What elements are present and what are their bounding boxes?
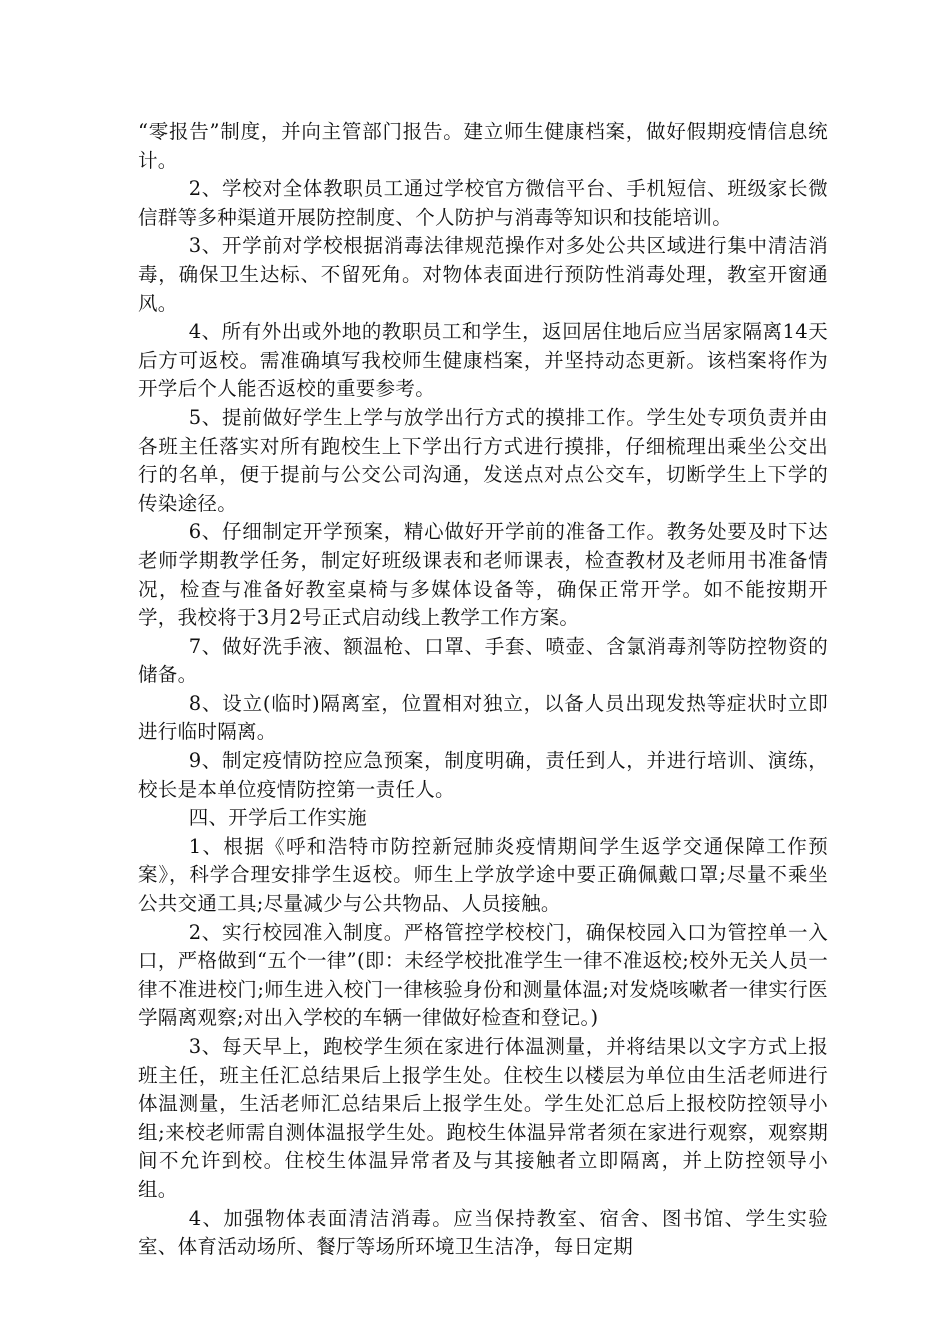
paragraph-item-9: 9、制定疫情防控应急预案，制度明确，责任到人，并进行培训、演练，校长是本单位疫情防控第一责任人。: [138, 749, 828, 801]
document-body: [138, 118, 828, 1262]
paragraph-item-4: 4、所有外出或外地的教职员工和学生，返回居住地后应当居家隔离14天后方可返校。需准确填写我校师生健康档案，并坚持动态更新。该档案将作为开学后个人能否返校的重要参考。: [138, 320, 828, 401]
paragraph-section4-item-3: 3、每天早上，跑校学生须在家进行体温测量，并将结果以文字方式上报班主任，班主任汇总结果后上报学生处。住校生以楼层为单位由生活老师进行体温测量，生活老师汇总结果后上报学生处。学生处汇总后上报校防控领导小组;来校老师需自测体温报学生处。跑校生体温异常者须在家进行观察，观察期间不允许到校。住校生体温异常者及与其接触者立即隔离，并上防控领导小组。: [138, 1035, 828, 1201]
paragraph-section4-item-2: 2、实行校园准入制度。严格管控学校校门，确保校园入口为管控单一入口，严格做到“五个一律”(即：未经学校批准学生一律不准返校;校外无关人员一律不准进校门;师生进入校门一律核验身份和测量体温;对发烧咳嗽者一律实行医学隔离观察;对出入学校的车辆一律做好检查和登记。): [138, 920, 828, 1030]
paragraph-item-3: 3、开学前对学校根据消毒法律规范操作对多处公共区域进行集中清洁消毒，确保卫生达标、不留死角。对物体表面进行预防性消毒处理，教室开窗通风。: [138, 234, 828, 315]
section-heading: 四、开学后工作实施: [188, 806, 367, 830]
paragraph-item-7: 7、做好洗手液、额温枪、口罩、手套、喷壶、含氯消毒剂等防控物资的储备。: [138, 634, 828, 687]
paragraph-section4-item-1: 1、根据《呼和浩特市防控新冠肺炎疫情期间学生返学交通保障工作预案》，科学合理安排学生返校。师生上学放学途中要正确佩戴口罩;尽量不乘坐公共交通工具;尽量减少与公共物品、人员接触。: [138, 834, 828, 916]
paragraph-continuation: “零报告”制度，并向主管部门报告。建立师生健康档案，做好假期疫情信息统计。: [138, 120, 828, 172]
paragraph-item-6: 6、仔细制定开学预案，精心做好开学前的准备工作。教务处要及时下达老师学期教学任务，制定好班级课表和老师课表，检查教材及老师用书准备情况，检查与准备好教室桌椅与多媒体设备等，确保正常开学。如不能按期开学，我校将于3月2号正式启动线上教学工作方案。: [138, 520, 828, 630]
paragraph-item-5: 5、提前做好学生上学与放学出行方式的摸排工作。学生处专项负责并由各班主任落实对所有跑校生上下学出行方式进行摸排，仔细梳理出乘坐公交出行的名单，便于提前与公交公司沟通，发送点对点公交车，切断学生上下学的传染途径。: [138, 405, 828, 515]
paragraph-item-2: 2、学校对全体教职员工通过学校官方微信平台、手机短信、班级家长微信群等多种渠道开展防控制度、个人防护与消毒等知识和技能培训。: [138, 177, 828, 229]
paragraph-section4-item-4: 4、加强物体表面清洁消毒。应当保持教室、宿舍、图书馆、学生实验室、体育活动场所、餐厅等场所环境卫生洁净，每日定期: [138, 1206, 828, 1259]
paragraph-item-8: 8、设立(临时)隔离室，位置相对独立，以备人员出现发热等症状时立即进行临时隔离。: [138, 691, 828, 744]
